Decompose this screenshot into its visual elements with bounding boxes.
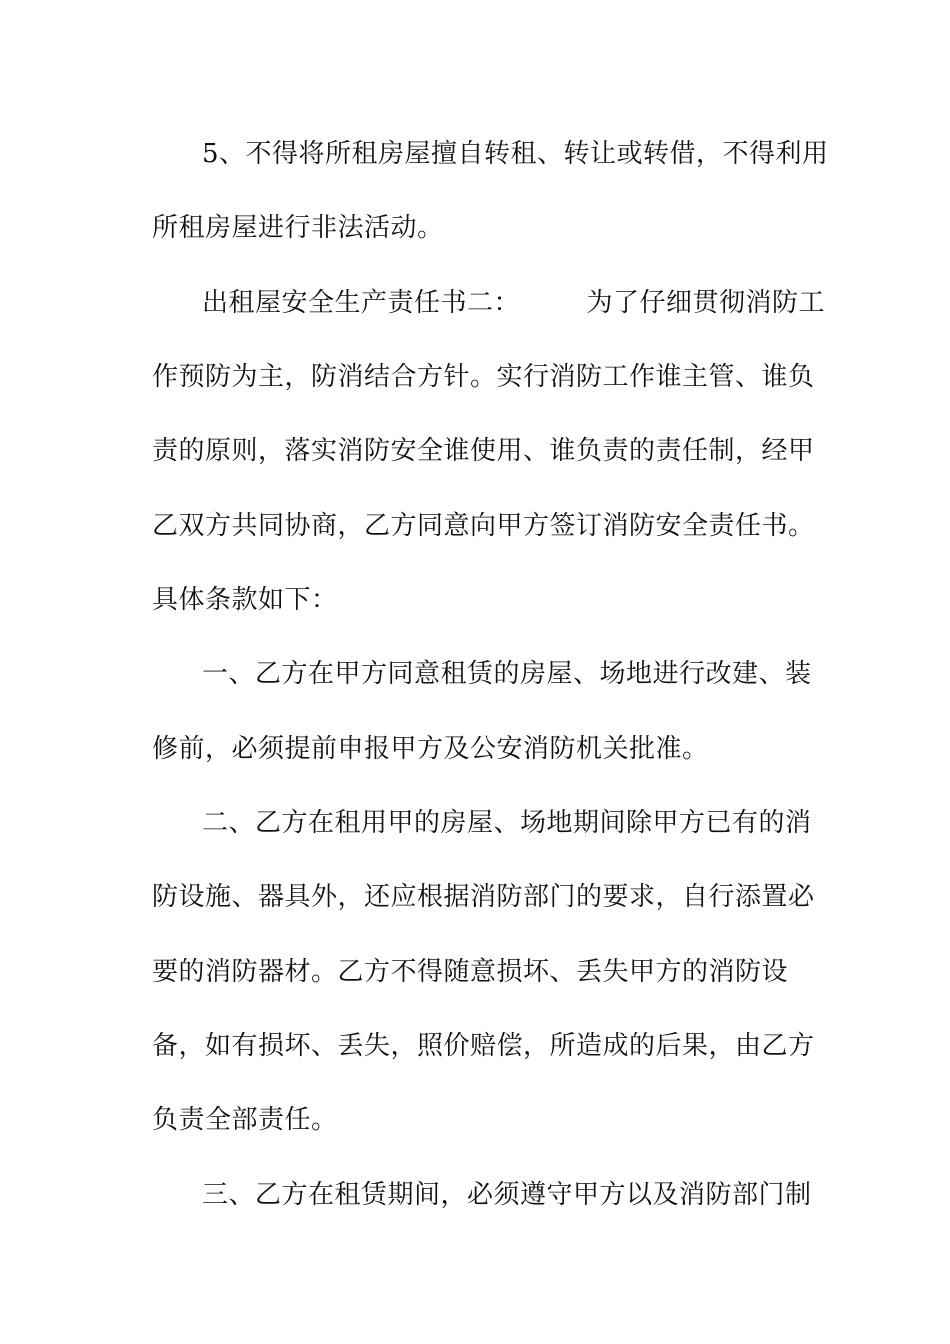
text-line: 修前，必须提前申报甲方及公安消防机关批准。 [152,734,709,764]
text-line: 出租屋安全生产责任书二： 为了仔细贯彻消防工 [202,288,826,318]
text-line: 防设施、器具外，还应根据消防部门的要求，自行添置必 [152,882,815,912]
text-line: 乙双方共同协商，乙方同意向甲方签订消防安全责任书。 [152,511,815,541]
text-line: 所租房屋进行非法活动。 [152,213,444,243]
text-line: 二、乙方在租用甲的房屋、场地期间除甲方已有的消 [202,808,812,838]
text-line: 要的消防器材。乙方不得随意损坏、丢失甲方的消防设 [152,957,789,987]
text-line: 备，如有损坏、丢失，照价赔偿，所造成的后果，由乙方 [152,1031,815,1061]
text-line: 作预防为主，防消结合方针。实行消防工作谁主管、谁负 [152,362,815,392]
text-line: 5、不得将所租房屋擅自转租、转让或转借，不得利用 [202,139,829,169]
text-line: 三、乙方在租赁期间，必须遵守甲方以及消防部门制 [202,1180,812,1210]
text-line: 具体条款如下： [152,585,338,615]
text-line: 责的原则，落实消防安全谁使用、谁负责的责任制，经甲 [152,436,815,466]
text-line: 负责全部责任。 [152,1105,338,1135]
text-line: 一、乙方在甲方同意租赁的房屋、场地进行改建、装 [202,659,812,689]
